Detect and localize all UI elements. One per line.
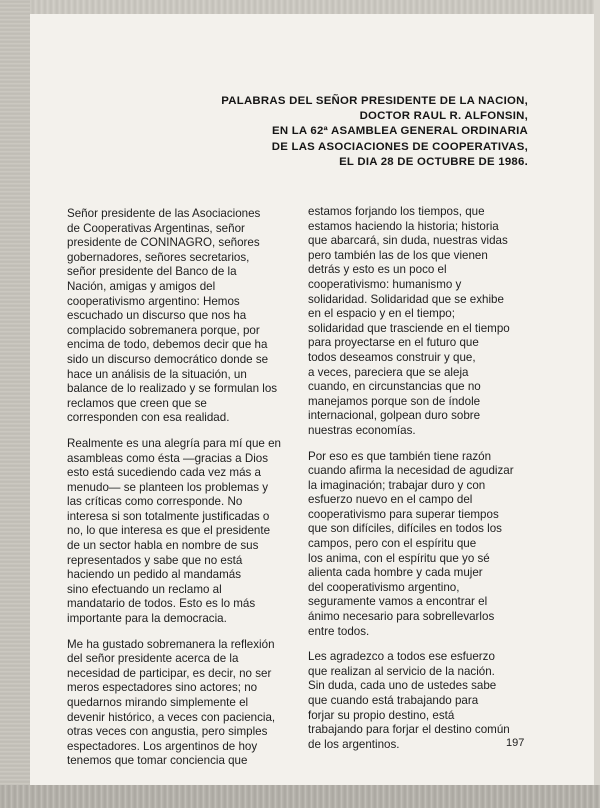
text-line: las críticas como corresponde. No	[67, 495, 243, 509]
text-line: que abarcará, sin duda, nuestras vidas	[308, 234, 508, 248]
text-line: ánimo necesario para sobrellevarlos	[308, 610, 495, 624]
text-line: de los argentinos.	[308, 737, 400, 751]
heading-line: DE LAS ASOCIACIONES DE COOPERATIVAS,	[271, 140, 528, 153]
text-line: corresponden con esa realidad.	[67, 411, 230, 425]
text-line: detrás y esto es un poco el	[308, 263, 447, 277]
text-line: esto está sucediendo cada vez más a	[67, 466, 261, 480]
text-line: presidente de CONINAGRO, señores	[67, 236, 260, 250]
text-line: no, lo que interesa es que el presidente	[67, 524, 271, 538]
text-line: espectadores. Los argentinos de hoy	[67, 739, 258, 753]
text-line: otras veces con angustia, pero simples	[67, 725, 268, 739]
text-line: señor presidente del Banco de la	[67, 265, 237, 279]
heading-line: DOCTOR RAUL R. ALFONSIN,	[359, 110, 528, 123]
text-line: reclamos que creen que se	[67, 396, 207, 410]
text-line: que realizan al servicio de la nación.	[308, 664, 495, 678]
text-line: encima de todo, debemos decir que ha	[67, 338, 268, 352]
speech-heading	[108, 94, 528, 170]
text-line: los anima, con el espíritu que yo sé	[308, 551, 490, 565]
text-line: en el espacio y en el tiempo;	[308, 307, 455, 321]
heading-line: PALABRAS DEL SEÑOR PRESIDENTE DE LA NACION,	[221, 95, 528, 107]
right-column	[308, 205, 528, 763]
heading-line: EL DIA 28 DE OCTUBRE DE 1986.	[339, 155, 528, 168]
text-line: asambleas como ésta —gracias a Dios	[67, 451, 269, 465]
text-line: Señor presidente de las Asociaciones	[67, 207, 261, 220]
text-line: menudo— se planteen los problemas y	[67, 480, 269, 494]
text-line: sido un discurso democrático donde se	[67, 352, 269, 366]
text-line: a veces, pareciera que se aleja	[308, 365, 469, 379]
paragraph	[308, 450, 528, 640]
paragraph	[67, 437, 285, 627]
text-line: solidaridad que trasciende en el tiempo	[308, 321, 510, 335]
text-line: gobernadores, señores secretarios,	[67, 250, 250, 264]
text-line: cooperativismo: humanismo y	[308, 277, 462, 291]
text-line: forjar su propio destino, está	[308, 708, 455, 722]
text-line: pero también las de los que vienen	[308, 248, 488, 262]
text-line: Sin duda, cada uno de ustedes sabe	[308, 679, 497, 693]
text-line: del cooperativismo argentino,	[308, 580, 460, 594]
text-line: interesa si son totalmente justificadas o	[67, 509, 270, 523]
text-line: Realmente es una alegría para mí que en	[67, 436, 281, 450]
text-line: tenemos que tomar conciencia que	[67, 754, 248, 768]
text-line: todos deseamos construir y que,	[308, 350, 476, 364]
text-line: del señor presidente acerca de la	[67, 652, 239, 666]
text-line: de Cooperativas Argentinas, señor	[67, 221, 245, 235]
text-line: que cuando está trabajando para	[308, 694, 479, 707]
text-line: sino efectuando un reclamo al	[67, 582, 222, 596]
text-line: cooperativismo para superar tiempos	[308, 507, 499, 521]
paragraph	[67, 638, 285, 769]
text-line: Nación, amigas y amigos del	[67, 279, 216, 293]
left-column	[67, 207, 285, 780]
text-line: esfuerzo nuevo en el campo del	[308, 493, 473, 507]
text-line: representados y sabe que no está	[67, 553, 243, 567]
scan-top-edge	[0, 0, 600, 14]
scan-bottom-edge	[0, 785, 600, 808]
text-line: nuestras economías.	[308, 423, 416, 437]
heading-line: EN LA 62ª ASAMBLEA GENERAL ORDINARIA	[271, 125, 528, 138]
text-line: manejamos porque son de índole	[308, 394, 481, 408]
text-line: cuando afirma la necesidad de agudizar	[308, 464, 514, 478]
text-line: la imaginación; trabajar duro y con	[308, 478, 486, 492]
text-line: importante para la democracia.	[67, 612, 227, 626]
text-line: para proyectarse en el futuro que	[308, 336, 479, 350]
text-line: meros espectadores sino actores; no	[67, 681, 258, 695]
text-line: estamos forjando los tiempos, que	[308, 205, 485, 218]
text-line: mandatario de todos. Esto es lo más	[67, 597, 256, 611]
text-line: seguramente vamos a encontrar el	[308, 595, 488, 609]
paragraph	[308, 205, 528, 439]
text-line: cooperativismo argentino: Hemos	[67, 294, 240, 308]
text-line: trabajando para forjar el destino común	[308, 723, 510, 737]
text-line: complacido sobremanera porque, por	[67, 323, 260, 337]
paragraph	[308, 650, 528, 752]
text-line: Me ha gustado sobremanera la reflexión	[67, 637, 275, 651]
text-line: Les agradezco a todos ese esfuerzo	[308, 650, 495, 664]
text-line: devenir histórico, a veces con paciencia,	[67, 710, 276, 724]
text-line: haciendo un pedido al mandamás	[67, 568, 242, 582]
page-number: 197	[506, 737, 525, 749]
text-line: escuchado un discurso que nos ha	[67, 309, 247, 323]
text-line: balance de lo realizado y se formulan los	[67, 382, 278, 396]
scan-left-edge	[0, 0, 30, 808]
text-line: que son difíciles, difíciles en todos los	[308, 522, 502, 536]
text-line: hace un análisis de la situación, un	[67, 367, 247, 381]
text-line: solidaridad. Solidaridad que se exhibe	[308, 292, 504, 306]
text-line: de un sector habla en nombre de sus	[67, 539, 259, 553]
paragraph	[67, 207, 285, 426]
text-line: campos, pero con el espíritu que	[308, 537, 477, 551]
text-line: cuando, en circunstancias que no	[308, 380, 481, 394]
text-line: entre todos.	[308, 624, 370, 638]
text-line: internacional, golpean duro sobre	[308, 409, 481, 423]
text-line: alienta cada hombre y cada mujer	[308, 566, 483, 580]
text-line: Por eso es que también tiene razón	[308, 449, 492, 463]
text-line: quedarnos mirando simplemente el	[67, 696, 249, 709]
text-line: estamos haciendo la historia; historia	[308, 219, 499, 233]
text-line: necesidad de participar, es decir, no ser	[67, 666, 272, 680]
scan-right-edge	[594, 0, 600, 808]
